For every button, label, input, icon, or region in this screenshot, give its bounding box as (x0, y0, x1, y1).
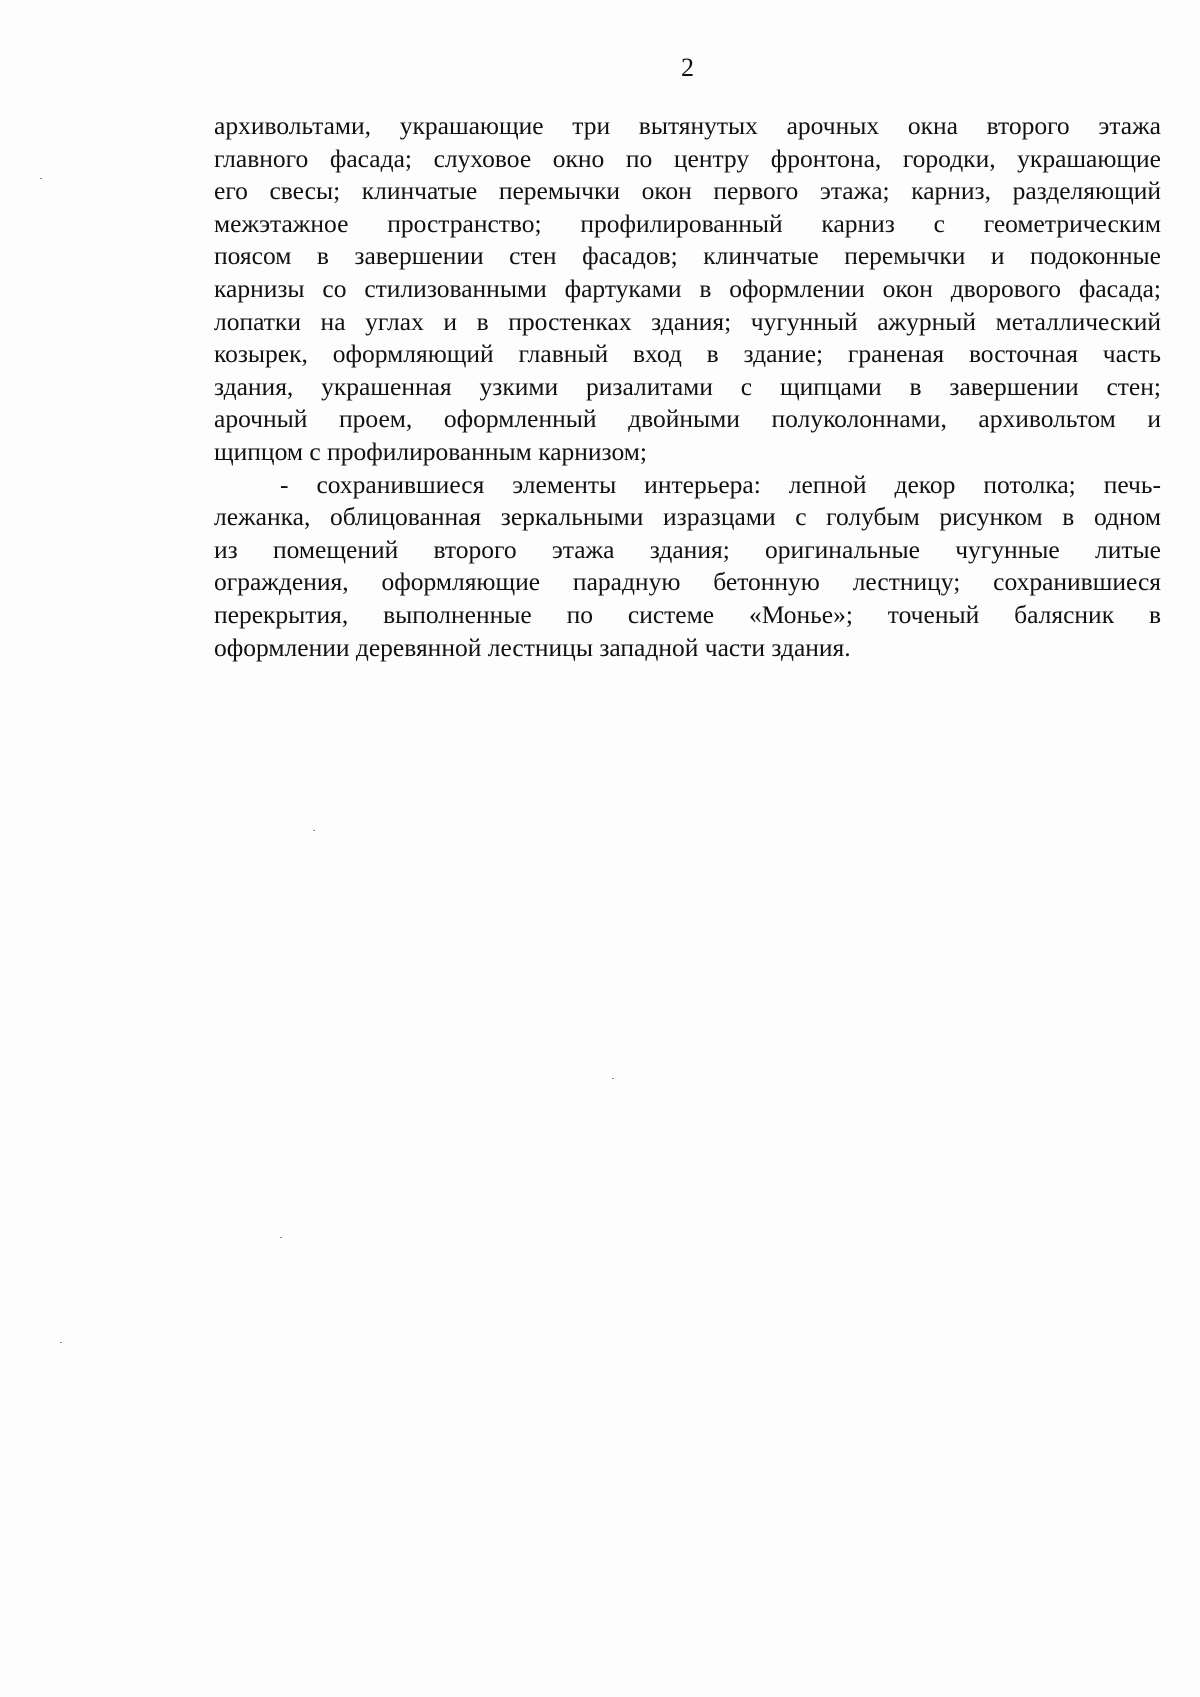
text-line: козырек, оформляющий главный вход в здание; граненая восточная часть (214, 339, 1161, 369)
text-line: - сохранившиеся элементы интерьера: лепной декор потолка; печь- (280, 469, 1161, 499)
text-line: архивольтами, украшающие три вытянутых арочных окна второго этажа (214, 111, 1161, 140)
scan-speck (280, 1237, 282, 1238)
text-line: арочный проем, оформленный двойными полуколоннами, архивольтом и (214, 404, 1161, 434)
scan-speck (40, 178, 42, 179)
text-line: перекрытия, выполненные по системе «Монье»; точеный балясник в (214, 599, 1161, 629)
text-line: оформлении деревянной лестницы западной части здания. (214, 632, 851, 662)
text-line: главного фасада; слуховое окно по центру фронтона, городки, украшающие (214, 143, 1161, 173)
page-number: 2 (681, 53, 694, 82)
text-line: его свесы; клинчатые перемычки окон первого этажа; карниз, разделяющий (214, 176, 1161, 206)
scan-speck (612, 1078, 614, 1079)
text-line: поясом в завершении стен фасадов; клинчатые перемычки и подоконные (214, 241, 1161, 271)
text-line: межэтажное пространство; профилированный карниз с геометрическим (214, 208, 1161, 238)
text-line: карнизы со стилизованными фартуками в оформлении окон дворового фасада; (214, 273, 1161, 303)
scan-speck (313, 830, 315, 831)
text-line: ограждения, оформляющие парадную бетонную лестницу; сохранившиеся (214, 567, 1161, 597)
document-body (214, 110, 1161, 664)
text-line: здания, украшенная узкими ризалитами с щипцами в завершении стен; (214, 371, 1161, 401)
text-line: из помещений второго этажа здания; оригинальные чугунные литые (214, 534, 1161, 564)
paragraph-facade-elements (214, 110, 1161, 469)
paragraph-interior-elements (214, 469, 1161, 665)
text-line: лежанка, облицованная зеркальными изразцами с голубым рисунком в одном (214, 502, 1161, 532)
text-line: щипцом с профилированным карнизом; (214, 436, 647, 466)
scan-speck (60, 1342, 62, 1343)
text-line: лопатки на углах и в простенках здания; чугунный ажурный металлический (214, 306, 1161, 336)
